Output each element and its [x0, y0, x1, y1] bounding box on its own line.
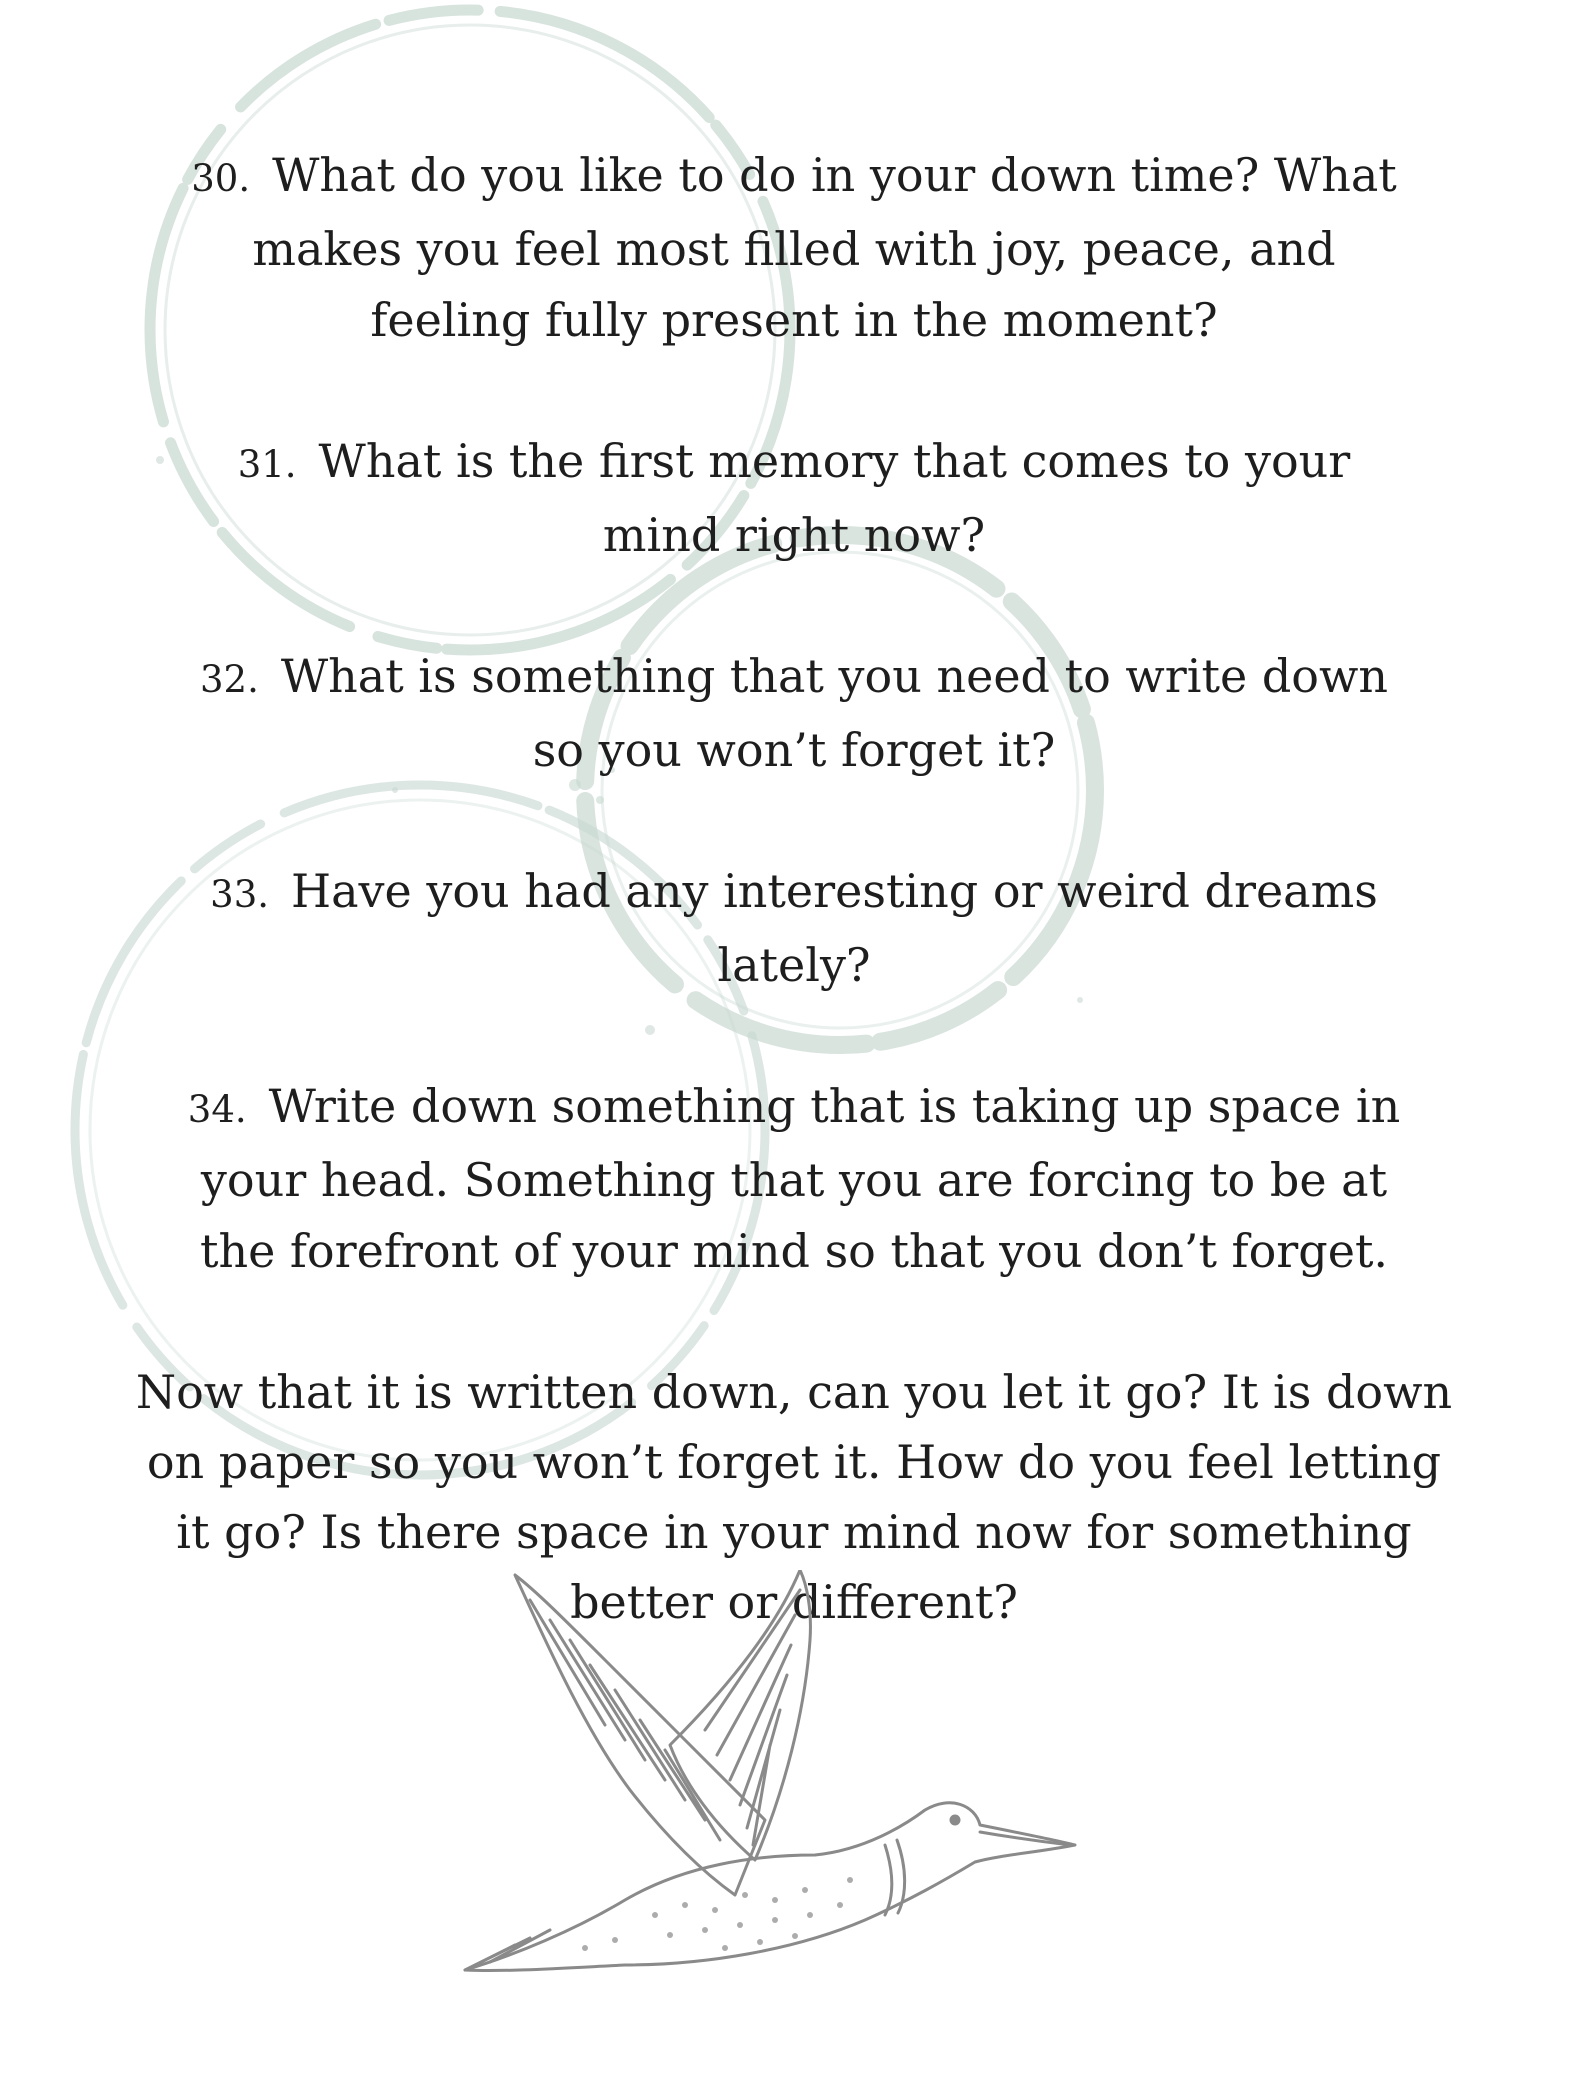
- prompt-number: 33.: [210, 873, 269, 916]
- prompt-item: [174, 426, 1414, 571]
- prompt-list: [0, 140, 1588, 1637]
- prompt-text: Have you had any interesting or weird dreams lately?: [291, 864, 1378, 992]
- prompt-text: What is the first memory that comes to your mind right now?: [318, 434, 1351, 562]
- prompt-text: What do you like to do in your down time? What makes you feel most filled with joy, peace, and feeling fully present in the moment?: [252, 148, 1397, 347]
- prompt-number: 32.: [200, 658, 259, 701]
- prompt-text: What is something that you need to write down so you won’t forget it?: [280, 649, 1388, 777]
- prompt-text: Write down something that is taking up space in your head. Something that you are forcing to be at the forefront of your mind so that you don’t forget.: [199, 1079, 1401, 1278]
- prompt-item: [174, 1071, 1414, 1287]
- prompt-number: 31.: [237, 443, 297, 486]
- prompt-number: 30.: [191, 157, 251, 200]
- flying-duck-illustration-icon: [455, 1570, 1135, 1990]
- prompt-item: [174, 856, 1414, 1001]
- prompt-item: [174, 140, 1414, 356]
- prompt-number: 34.: [187, 1088, 247, 1131]
- closing-paragraph: Now that it is written down, can you let it go? It is down on paper so you won’t forget it. How do you feel letting it go? Is there space in your mind now for something better or different?: [135, 1365, 1453, 1629]
- prompt-item: [174, 641, 1414, 786]
